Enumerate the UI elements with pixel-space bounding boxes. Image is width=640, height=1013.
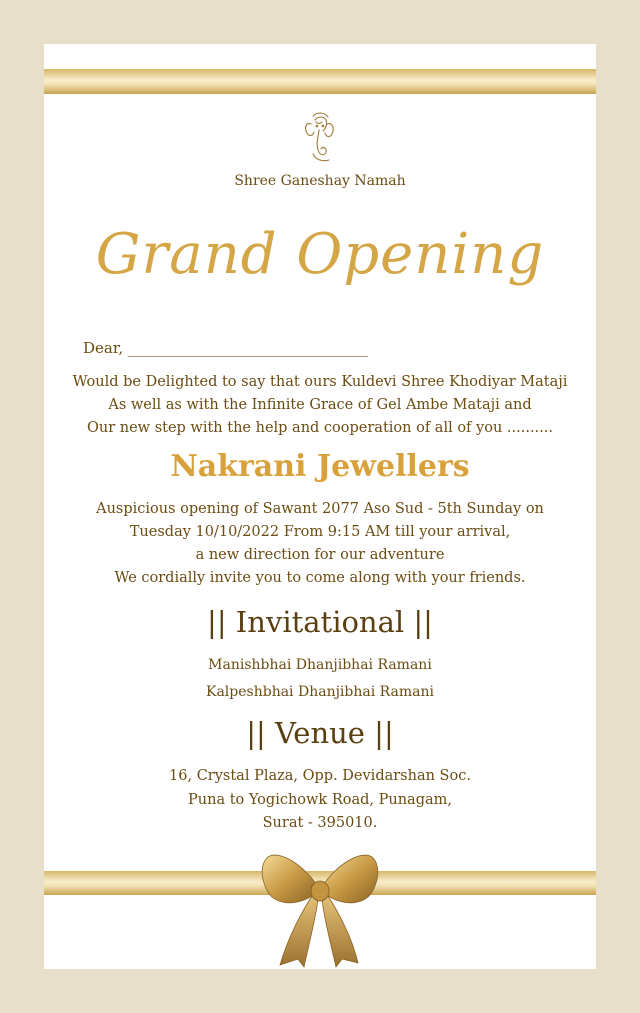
- address-line: Surat - 395010.: [262, 815, 378, 831]
- greeting-line: Dear, ________________________________: [83, 339, 368, 357]
- gold-bow-icon: [258, 847, 382, 969]
- details-paragraph: [44, 498, 596, 590]
- address-line: 16, Crystal Plaza, Opp. Devidarshan Soc.: [169, 768, 471, 784]
- venue-heading: || Venue ||: [246, 716, 394, 750]
- page-title: Grand Opening: [95, 222, 545, 287]
- intro-line: Would be Delighted to say that ours Kuldevi Shree Khodiyar Mataji: [72, 374, 568, 390]
- intro-paragraph: [44, 371, 596, 440]
- host-names: [44, 652, 596, 706]
- venue-address: [44, 765, 596, 836]
- intro-line: As well as with the Infinite Grace of Gel Ambe Mataji and: [108, 397, 532, 413]
- intro-line: Our new step with the help and cooperation of all of you ..........: [86, 420, 553, 436]
- mantra-text: Shree Ganeshay Namah: [234, 173, 406, 189]
- business-name: Nakrani Jewellers: [170, 449, 470, 484]
- details-line: a new direction for our adventure: [195, 547, 445, 563]
- ganesha-icon: [301, 110, 339, 168]
- details-line: We cordially invite you to come along with your friends.: [114, 570, 526, 586]
- host-name: Manishbhai Dhanjibhai Ramani: [208, 657, 432, 673]
- invitation-card: [44, 44, 596, 969]
- invitational-heading: || Invitational ||: [207, 605, 433, 639]
- address-line: Puna to Yogichowk Road, Punagam,: [188, 791, 452, 808]
- top-gold-ribbon: [44, 69, 596, 94]
- host-name: Kalpeshbhai Dhanjibhai Ramani: [206, 684, 434, 700]
- details-line: Auspicious opening of Sawant 2077 Aso Sud - 5th Sunday on: [96, 501, 544, 517]
- details-line: Tuesday 10/10/2022 From 9:15 AM till your arrival,: [129, 524, 511, 540]
